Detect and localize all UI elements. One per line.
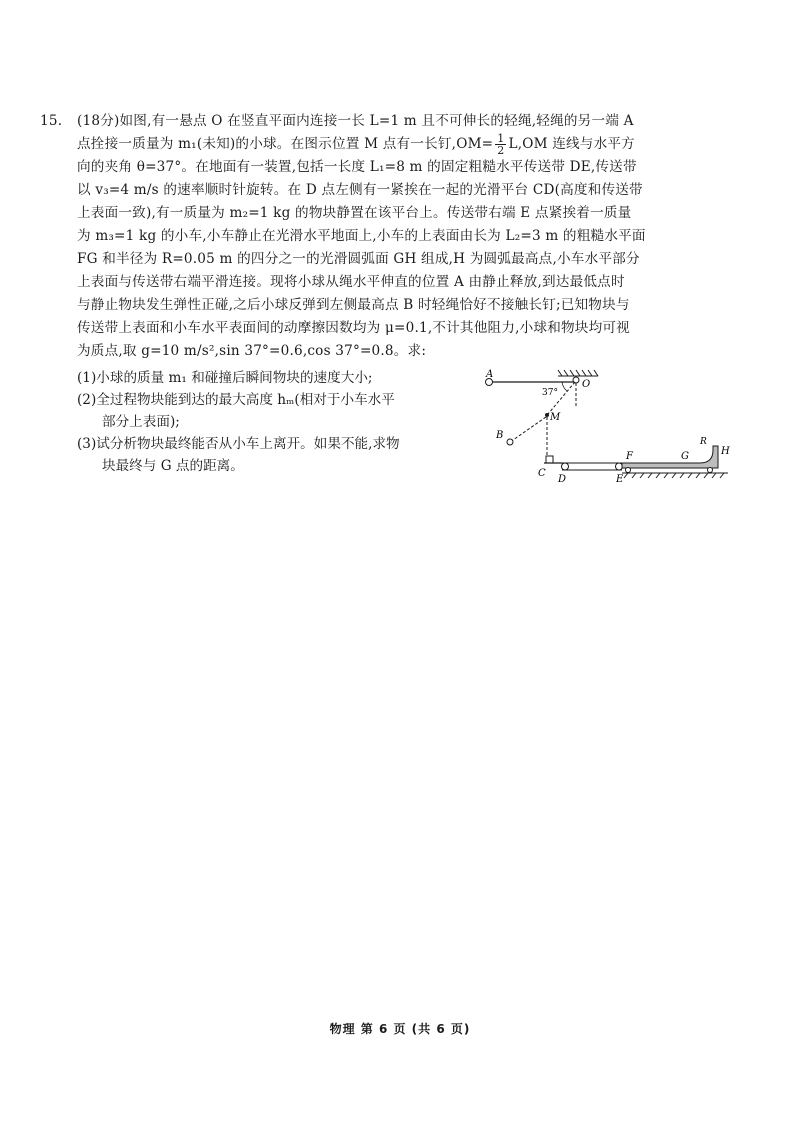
problem-line-8: 上表面与传送带右端平滑连接。现将小球从绳水平伸直的位置 A 由静止释放,到达最低点时 <box>77 274 625 290</box>
cart <box>622 446 718 473</box>
problem-line-2: 点拴接一质量为 m₁(未知)的小球。在图示位置 M 点有一长钉,OM= $\frac{1}{2}$ L,OM 连线与水平方 <box>77 132 635 157</box>
problem-line-7: FG 和半径为 R=0.05 m 的四分之一的光滑圆弧面 GH 组成,H 为圆弧最高点,小车水平部分 <box>77 251 640 267</box>
ground <box>622 473 728 478</box>
ceiling-support <box>558 370 598 376</box>
problem-line-1: 15. (18分)如图,有一悬点 O 在竖直平面内连接一长 L=1 m 且不可伸长的轻绳,轻绳的另一端 A <box>40 110 740 133</box>
question-3-cont: 块最终与 G 点的距离。 <box>102 458 244 474</box>
question-2: (2)全过程物块能到达的最大高度 hₘ(相对于小车水平 <box>77 392 395 408</box>
sub-questions <box>77 367 477 477</box>
question-1: (1)小球的质量 m₁ 和碰撞后瞬间物块的速度大小; <box>77 370 373 386</box>
conveyor-belt <box>562 463 623 470</box>
label-angle: 37° <box>542 388 558 398</box>
label-g: G <box>681 451 689 462</box>
label-f: F <box>626 451 633 462</box>
problem-line-11: 为质点,取 g=10 m/s²,sin 37°=0.6,cos 37°=0.8。求: <box>77 343 427 359</box>
problem-line-10: 传送带上表面和小车水平表面间的动摩擦因数均为 μ=0.1,不计其他阻力,小球和物块均可视 <box>77 320 630 336</box>
problem-line-6: 为 m₃=1 kg 的小车,小车静止在光滑水平地面上,小车的上表面由长为 L₂=3 m 的粗糙水平面 <box>77 228 646 244</box>
fraction-one-half: $\frac{1}{2}$ <box>497 132 505 157</box>
label-m: M <box>550 412 561 423</box>
question-2-cont: 部分上表面); <box>102 414 180 430</box>
label-a: A <box>486 369 494 380</box>
page-footer: 物理 第 6 页 (共 6 页) <box>329 1022 471 1036</box>
physics-diagram <box>478 362 738 492</box>
problem-line-4: 以 v₃=4 m/s 的速率顺时针旋转。在 D 点左侧有一紧挨在一起的光滑平台 CD(高度和传送带 <box>77 182 643 198</box>
ball-b <box>507 439 513 445</box>
problem-line-9: 与静止物块发生弹性正碰,之后小球反弹到左侧最高点 B 时轻绳恰好不接触长钉;已知物块与 <box>77 297 630 313</box>
nail-m <box>545 413 549 417</box>
label-d: D <box>558 474 567 485</box>
label-b: B <box>496 430 504 441</box>
problem-line-5: 上表面一致),有一质量为 m₂=1 kg 的物块静置在该平台上。传送带右端 E 点紧挨着一质量 <box>77 205 632 221</box>
label-e: E <box>616 474 624 485</box>
line-om <box>548 382 575 414</box>
label-o: O <box>582 379 591 390</box>
problem-text <box>40 110 740 363</box>
question-number: 15. <box>40 113 63 129</box>
question-3: (3)试分析物块最终能否从小车上离开。如果不能,求物 <box>77 436 400 452</box>
problem-line-3: 向的夹角 θ=37°。在地面有一装置,包括一长度 L₁=8 m 的固定粗糙水平传送带 DE,传送带 <box>77 159 637 175</box>
label-h: H <box>721 446 730 457</box>
label-c: C <box>538 468 546 479</box>
angle-arc <box>562 382 567 391</box>
label-r: R <box>700 437 707 447</box>
block-m2 <box>546 456 553 463</box>
line-mb <box>513 417 546 440</box>
